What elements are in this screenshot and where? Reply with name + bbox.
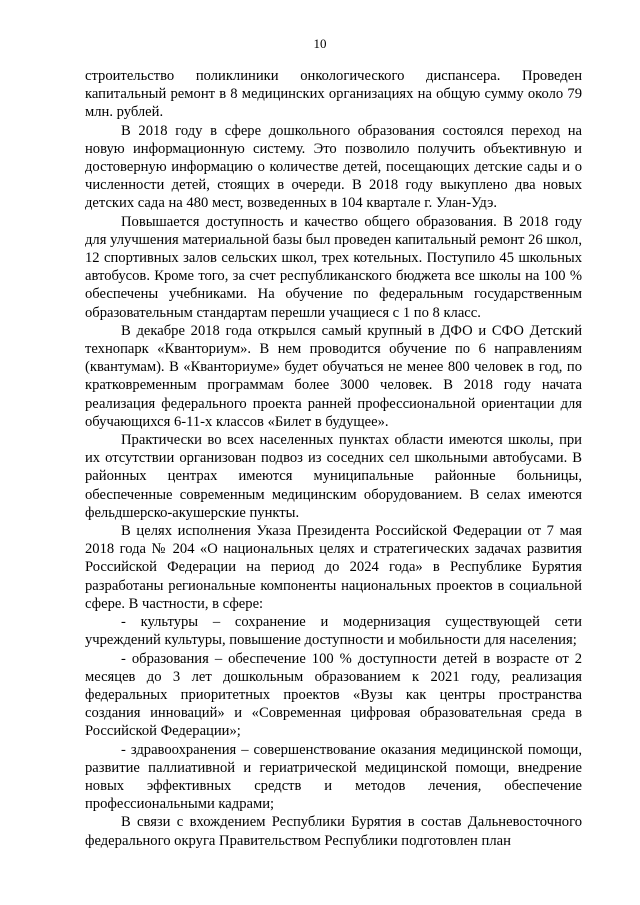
list-item-education: - образования – обеспечение 100 % доступности детей в возрасте от 2 месяцев до 3 лет дошкольным образованием к 2021 году, реализация федеральных приоритетных проектов «Вузы как центры пространства создания инноваций» и «Современная цифровая образовательная среда в Российской Федерации»; [85, 650, 582, 740]
document-body [85, 67, 582, 850]
paragraph-general-education: Повышается доступность и качество общего образования. В 2018 году для улучшения материальной базы был проведен капитальный ремонт 26 школ, 12 спортивных залов сельских школ, трех котельных. Поступило 45 школьных автобусов. Кроме того, за счет республиканского бюджета все школы на 100 % обеспечены учебниками. На обучение по федеральным государственным образовательным стандартам перешли учащиеся с 1 по 8 класс. [85, 213, 582, 321]
paragraph-schools-hospitals: Практически во всех населенных пунктах области имеются школы, при их отсутствии организован подвоз из соседних сел школьными автобусами. В районных центрах имеются муниципальные районные больницы, обеспеченные современным медицинским оборудованием. В селах имеются фельдшерско-акушерские пункты. [85, 432, 582, 521]
paragraph-clinic-repair: строительство поликлиники онкологического диспансера. Проведен капитальный ремонт в 8 медицинских организациях на общую сумму около 79 млн. рублей. [85, 68, 582, 121]
page-number: 10 [313, 36, 327, 51]
paragraph-preschool-education: В 2018 году в сфере дошкольного образования состоялся переход на новую информационную систему. Это позволило получить объективную и достоверную информацию о количестве детей, посещающих детские сады и о численности детей, стоящих в очереди. В 2018 году выкуплено два новых детских сада на 480 мест, возведенных в 104 квартале г. Улан-Удэ. [85, 122, 582, 212]
list-item-culture: - культуры – сохранение и модернизация существующей сети учреждений культуры, повышение доступности и мобильности для населения; [85, 614, 582, 649]
paragraph-kvantorium: В декабре 2018 года открылся самый крупный в ДФО и СФО Детский технопарк «Кванториум». В нем проводится обучение по 6 направлениям (квантумам). В «Кванториуме» будет обучаться не менее 800 человек в год, по кратковременным программам более 3000 человек. В 2018 году начата реализация федерального проекта ранней профессиональной ориентации для обучающихся 6-11-х классов «Билет в будущее». [85, 322, 582, 430]
paragraph-presidential-decree: В целях исполнения Указа Президента Российской Федерации от 7 мая 2018 года № 204 «О национальных целях и стратегических задачах развития Российской Федерации на период до 2024 года» в Республике Бурятия разработаны региональные компоненты национальных проектов в социальной сфере. В частности, в сфере: [85, 523, 582, 612]
list-item-healthcare: - здравоохранения – совершенствование оказания медицинской помощи, развитие паллиативной и гериатрической медицинской помощи, внедрение новых эффективных средств и методов лечения, обеспечение профессиональными кадрами; [85, 741, 582, 813]
paragraph-far-eastern-district: В связи с вхождением Республики Бурятия в состав Дальневосточного федерального округа Правительством Республики подготовлен план [85, 814, 582, 849]
